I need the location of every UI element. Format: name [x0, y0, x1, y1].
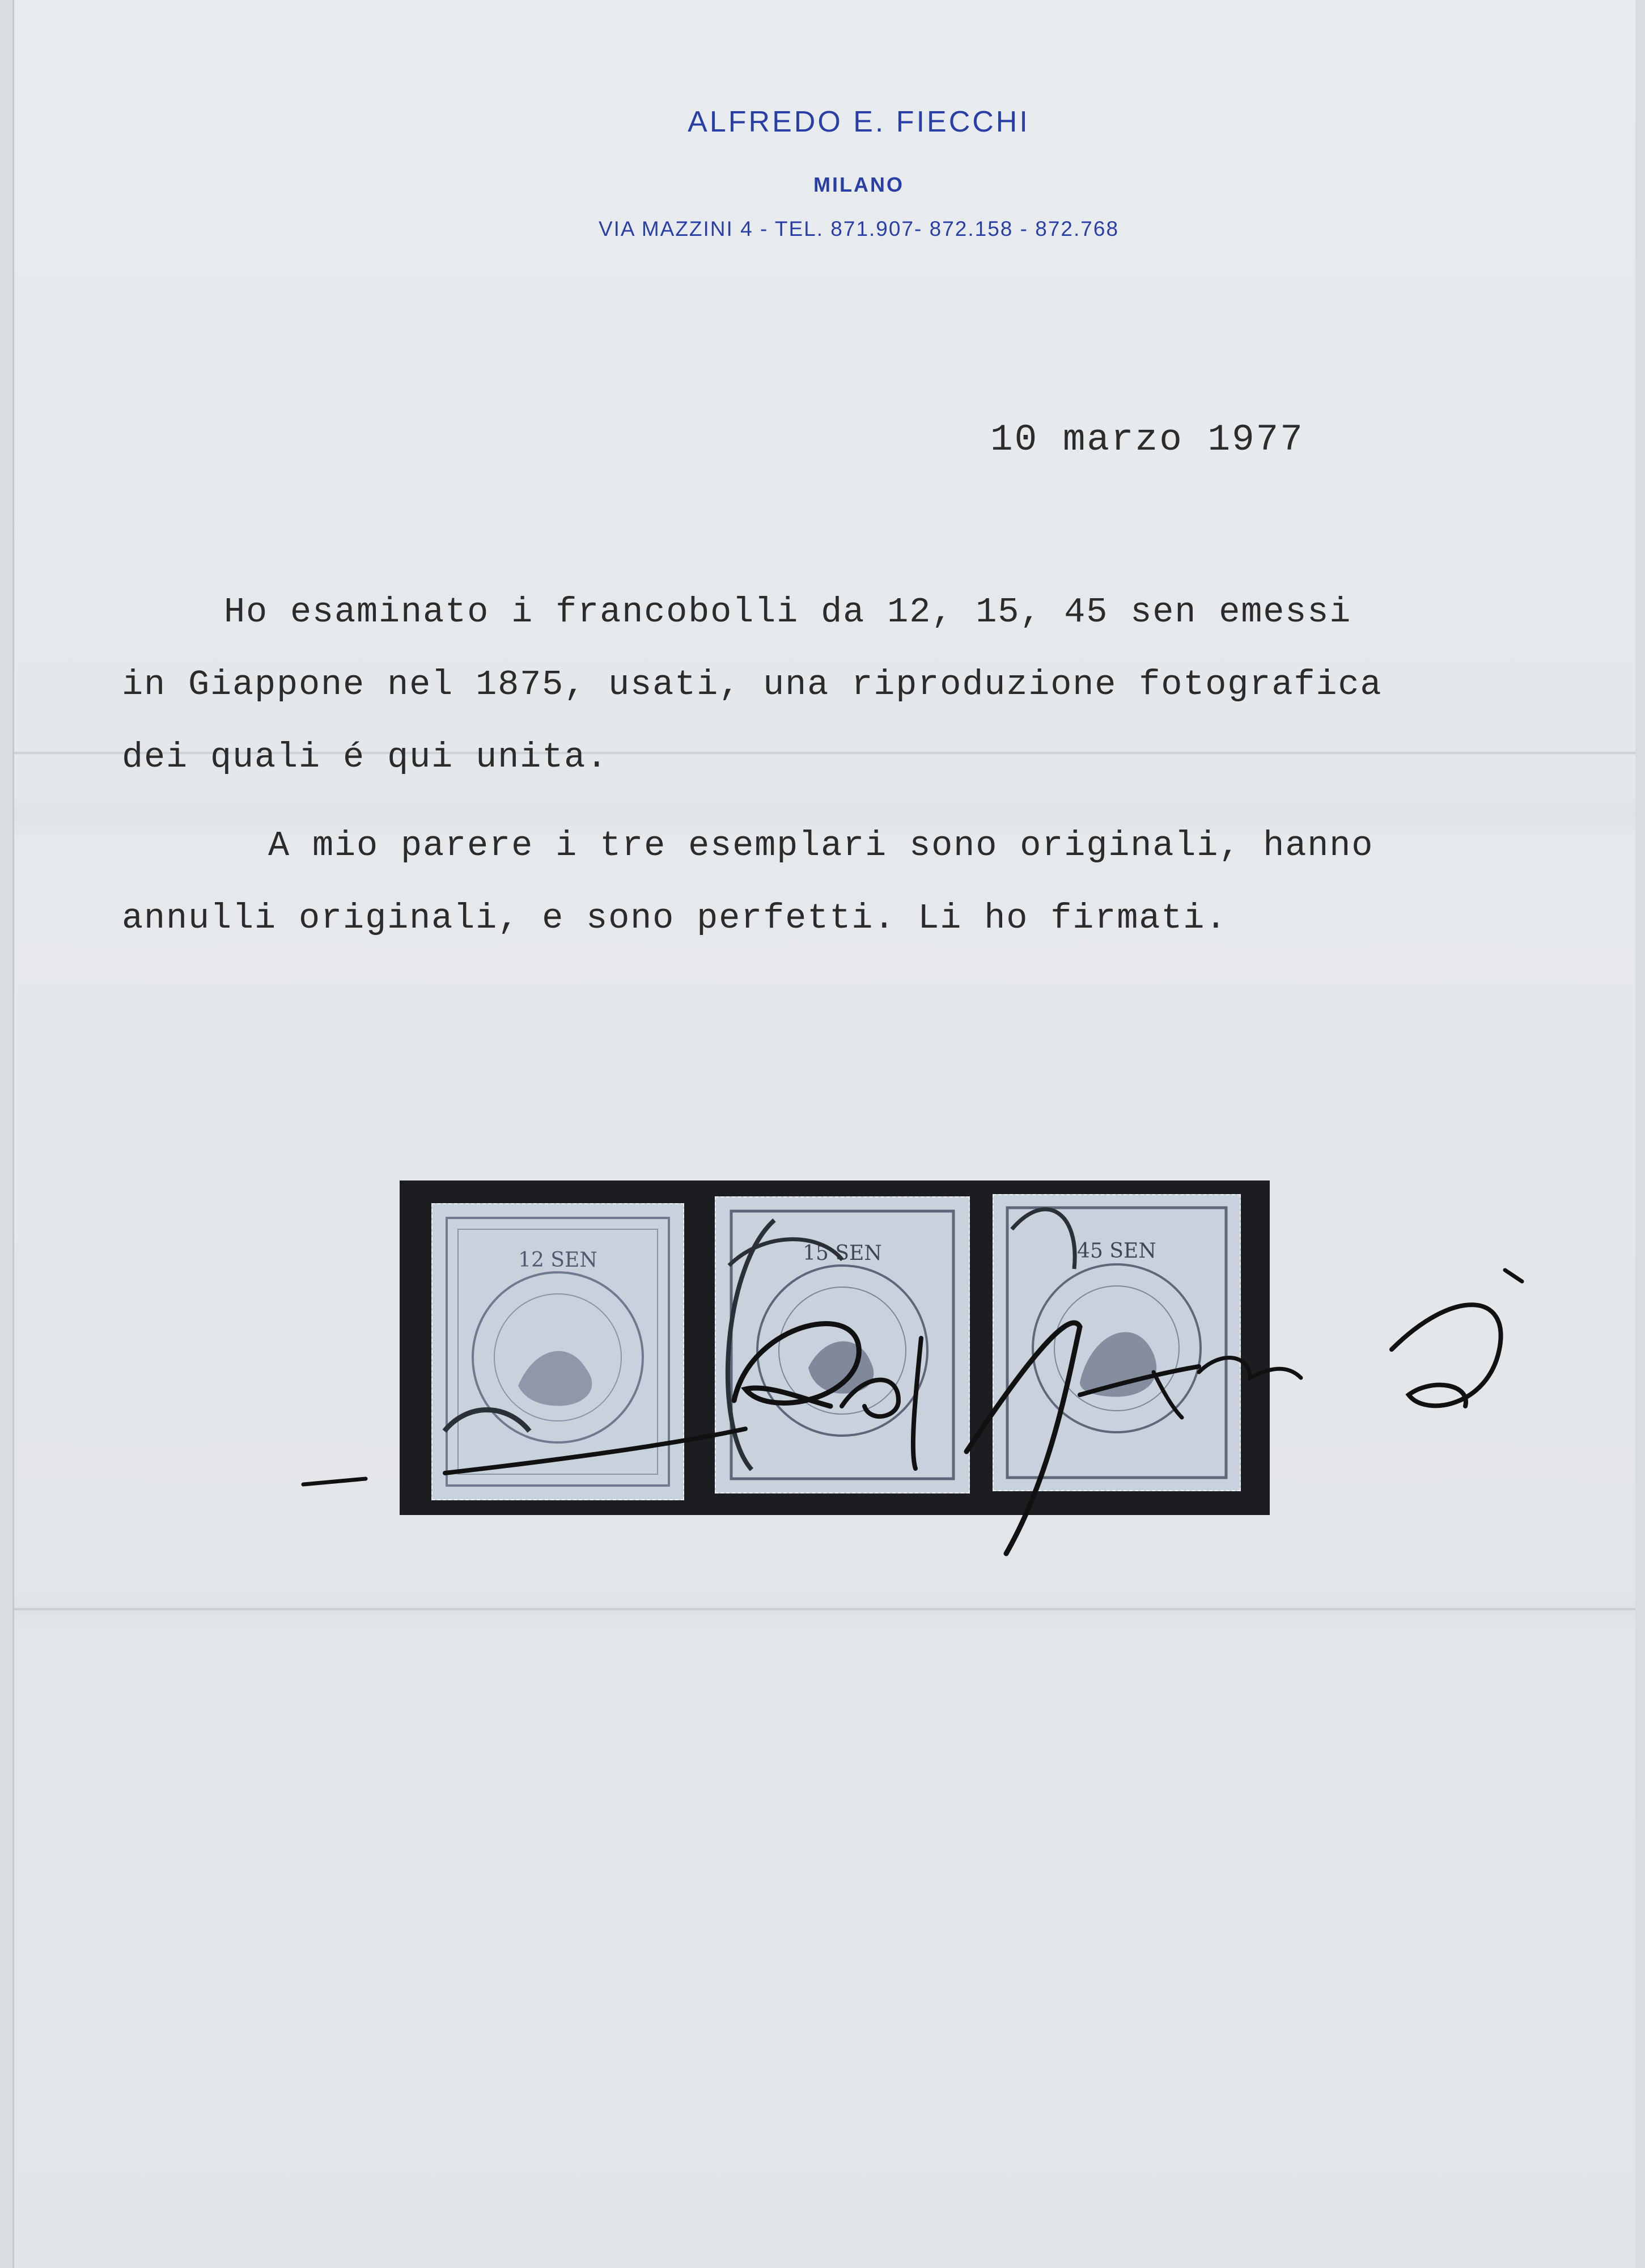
paragraph-opinion — [122, 810, 1528, 955]
paragraph-line: Ho esaminato i francobolli da 12, 15, 45 sen emessi — [224, 592, 1352, 632]
paragraph-line: annulli originali, e sono perfetti. Li ho firmati. — [122, 898, 1228, 938]
stamp-15-sen — [715, 1196, 970, 1493]
letterhead-city: MILANO — [813, 173, 904, 196]
stamp-45-sen — [993, 1194, 1241, 1491]
paragraph-line: in Giappone nel 1875, usati, una riproduzione fotografica — [122, 665, 1383, 705]
stamp-12-sen — [431, 1203, 684, 1500]
stamp-bird-icon — [433, 1204, 683, 1499]
handwritten-signature — [14, 0, 1645, 2268]
stamp-bird-icon — [716, 1198, 969, 1492]
stamp-denomination: 12 SEN — [518, 1249, 597, 1272]
stamp-denomination: 45 SEN — [1077, 1239, 1156, 1263]
paper-fold — [14, 1608, 1635, 1610]
stamps-photograph — [400, 1180, 1270, 1515]
letterhead-name: ALFREDO E. FIECCHI — [688, 105, 1030, 138]
paragraph-line: dei quali é qui unita. — [122, 737, 609, 777]
stamp-bird-icon — [994, 1195, 1240, 1490]
certificate-page — [12, 0, 1635, 2268]
letterhead-address: VIA MAZZINI 4 - TEL. 871.907- 872.158 - 872.768 — [598, 217, 1120, 240]
paragraph-examination — [122, 576, 1528, 794]
letter-date: 10 marzo 1977 — [990, 418, 1304, 461]
stamp-denomination: 15 SEN — [803, 1242, 882, 1265]
paragraph-line: A mio parere i tre esemplari sono originali, hanno — [268, 826, 1374, 866]
